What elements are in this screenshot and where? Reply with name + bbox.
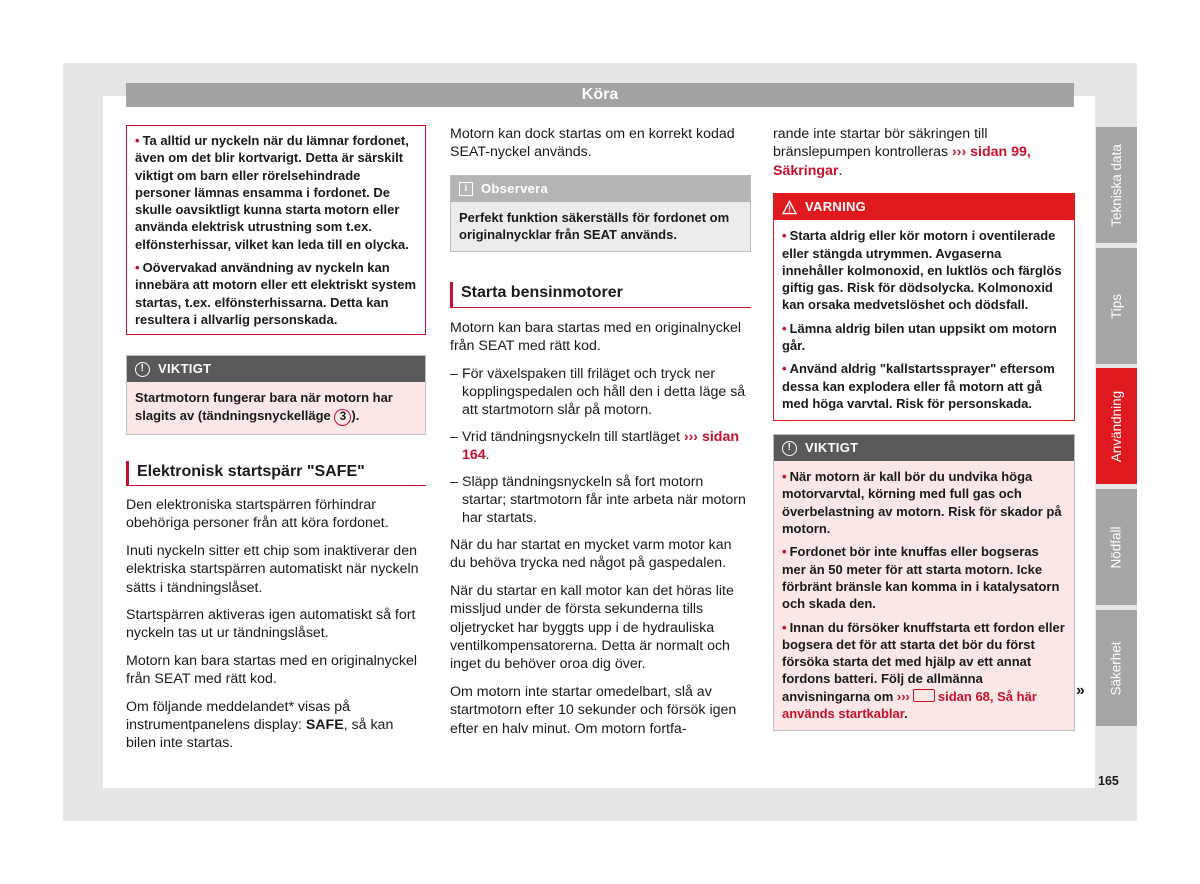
viktigt-body: Startmotorn fungerar bara när motorn har slagits av (tändningsnyckelläge 3 ). [127, 382, 425, 433]
step-item: – För växelspaken till friläget och tryck ner kopplingspedalen och håll den i detta läge så att startmotorn slår på motorn. [450, 365, 746, 419]
section-title: Elektronisk startspärr "SAFE" [126, 461, 426, 486]
paragraph: Om motorn inte startar omedelbart, slå av startmotorn efter 10 sekunder och försök igen efter en halv minut. Om motorn fortfa- [450, 683, 737, 737]
paragraph: Motorn kan bara startas med en originalnyckel från SEAT med rätt kod. [450, 319, 741, 355]
paragraph: Startspärren aktiveras igen automatiskt så fort nyckeln tas ut ur tändningslåset. [126, 607, 416, 642]
varning-item: • Lämna aldrig bilen utan uppsikt om motorn går. [782, 320, 1057, 353]
warning-triangle-icon [782, 200, 797, 215]
paragraph: Inuti nyckeln sitter ett chip som inaktiverar den elektriska startspärren automatiskt när nyckeln sätts i tändningslåset. [126, 542, 419, 596]
varning-item: • Starta aldrig eller kör motorn i oventilerade eller stängda utrymmen. Avgaserna innehåller kolmonoxid, en luktlös och färglös giftig gas. Risk för dödsolycka. Kolmonoxid kan orsaka medvetslöshet och dödsfall. [782, 228, 1062, 313]
chapter-header: Köra [126, 83, 1074, 107]
paragraph: Om följande meddelandet* visas på instrumentpanelens display: SAFE, så kan bilen inte startas. [126, 698, 394, 752]
page-reference-link[interactable]: sidan 68, Så här används startkablar [782, 688, 1037, 722]
step-item: – Vrid tändningsnyckeln till startläget ››› sidan 164. [450, 428, 740, 464]
viktigt-box [773, 434, 1075, 731]
varning-body [774, 220, 1074, 420]
warning-item: • Ta alltid ur nyckeln när du lämnar fordonet, även om det blir kortvarigt. Detta är särskilt viktigt om barn eller rörelsehindrade personer lämnas ensamma i fordonet. De skulle oavsiktligt kunna starta motorn eller använda elektrisk utrustning som t.ex. elfönsterhissar, vilket kan leda till en olycka. [135, 133, 409, 252]
varning-header: VARNING [774, 194, 1074, 220]
column-1 [126, 125, 426, 762]
continue-marker: » [1076, 682, 1085, 699]
page-reference-link[interactable]: ››› sidan 99, Säkringar [773, 144, 1031, 179]
tab-tekniska-data[interactable]: Tekniska data [1096, 127, 1137, 243]
observera-box [450, 175, 751, 253]
viktigt-item: • När motorn är kall bör du undvika höga motorvarvtal, körning med full gas och överbelastning av motorn. Risk för skador på motorn. [782, 469, 1062, 537]
observera-header: i Observera [451, 176, 750, 202]
viktigt-body [774, 461, 1074, 730]
exclamation-icon: ! [135, 362, 150, 377]
viktigt-box [126, 355, 426, 434]
tab-sakerhet[interactable]: Säkerhet [1096, 610, 1137, 726]
viktigt-item: • Innan du försöker knuffstarta ett fordon eller bogsera det för att starta det bör du först försöka starta det med hjälp av ett annat fordons batteri. Följ de allmänna anvisningarna om ››› sidan 68, Så här används startkablar. [782, 619, 1065, 722]
paragraph: Den elektroniska startspärren förhindrar obehöriga personer från att köra fordonet. [126, 496, 389, 532]
column-2 [450, 125, 751, 747]
section-title: Starta bensinmotorer [450, 282, 751, 307]
viktigt-header: ! VIKTIGT [127, 356, 425, 382]
booklet-icon [913, 689, 935, 702]
viktigt-item: • Fordonet bör inte knuffas eller bogseras mer än 50 meter för att starta motorn. Icke förbränt bränsle kan komma in i katalysatorn och skada den. [782, 544, 1060, 612]
position-number-badge: 3 [334, 409, 351, 426]
step-item: – Släpp tändningsnyckeln så fort motorn startar; startmotorn får inte arbeta när motorn har startats. [450, 473, 746, 527]
tab-nodfall[interactable]: Nödfall [1096, 489, 1137, 605]
paragraph: Motorn kan dock startas om en korrekt kodad SEAT-nyckel används. [450, 126, 735, 161]
warning-item: • Oövervakad användning av nyckeln kan innebära att motorn eller ett elektriskt system startas, t.ex. elfönsterhissarna. Detta kan resultera i allvarlig personskada. [135, 260, 417, 327]
page-number: 165 [1098, 774, 1119, 788]
page-reference-link[interactable]: ››› sidan 164 [462, 428, 740, 464]
tab-anvandning[interactable]: Användning [1096, 368, 1137, 484]
info-icon: i [459, 182, 473, 196]
viktigt-header: ! VIKTIGT [774, 435, 1074, 461]
paragraph: När du startar en kall motor kan det höras lite missljud under de första sekunderna tills oljetrycket har byggts upp i de hydrauliska ventilkompensatorerna. Detta är normalt och inget du behöver oroa dig över. [450, 582, 734, 673]
observera-body: Perfekt funktion säkerställs för fordonet om originalnycklar från SEAT används. [451, 202, 750, 252]
varning-item: • Använd aldrig "kallstartssprayer" eftersom dessa kan explodera eller få motorn att gå med höga varvtal. Risk för personskada. [782, 361, 1055, 411]
tab-tips[interactable]: Tips [1096, 248, 1137, 364]
column-3 [773, 125, 1075, 741]
exclamation-icon: ! [782, 441, 797, 456]
varning-box [773, 193, 1075, 421]
paragraph: Motorn kan bara startas med en originalnyckel från SEAT med rätt kod. [126, 652, 417, 688]
paragraph: När du har startat en mycket varm motor kan du behöva trycka ned något på gaspedalen. [450, 536, 732, 572]
warning-box [126, 125, 426, 335]
paragraph: rande inte startar bör säkringen till bränslepumpen kontrolleras ››› sidan 99, Säkringar. [773, 126, 1031, 179]
